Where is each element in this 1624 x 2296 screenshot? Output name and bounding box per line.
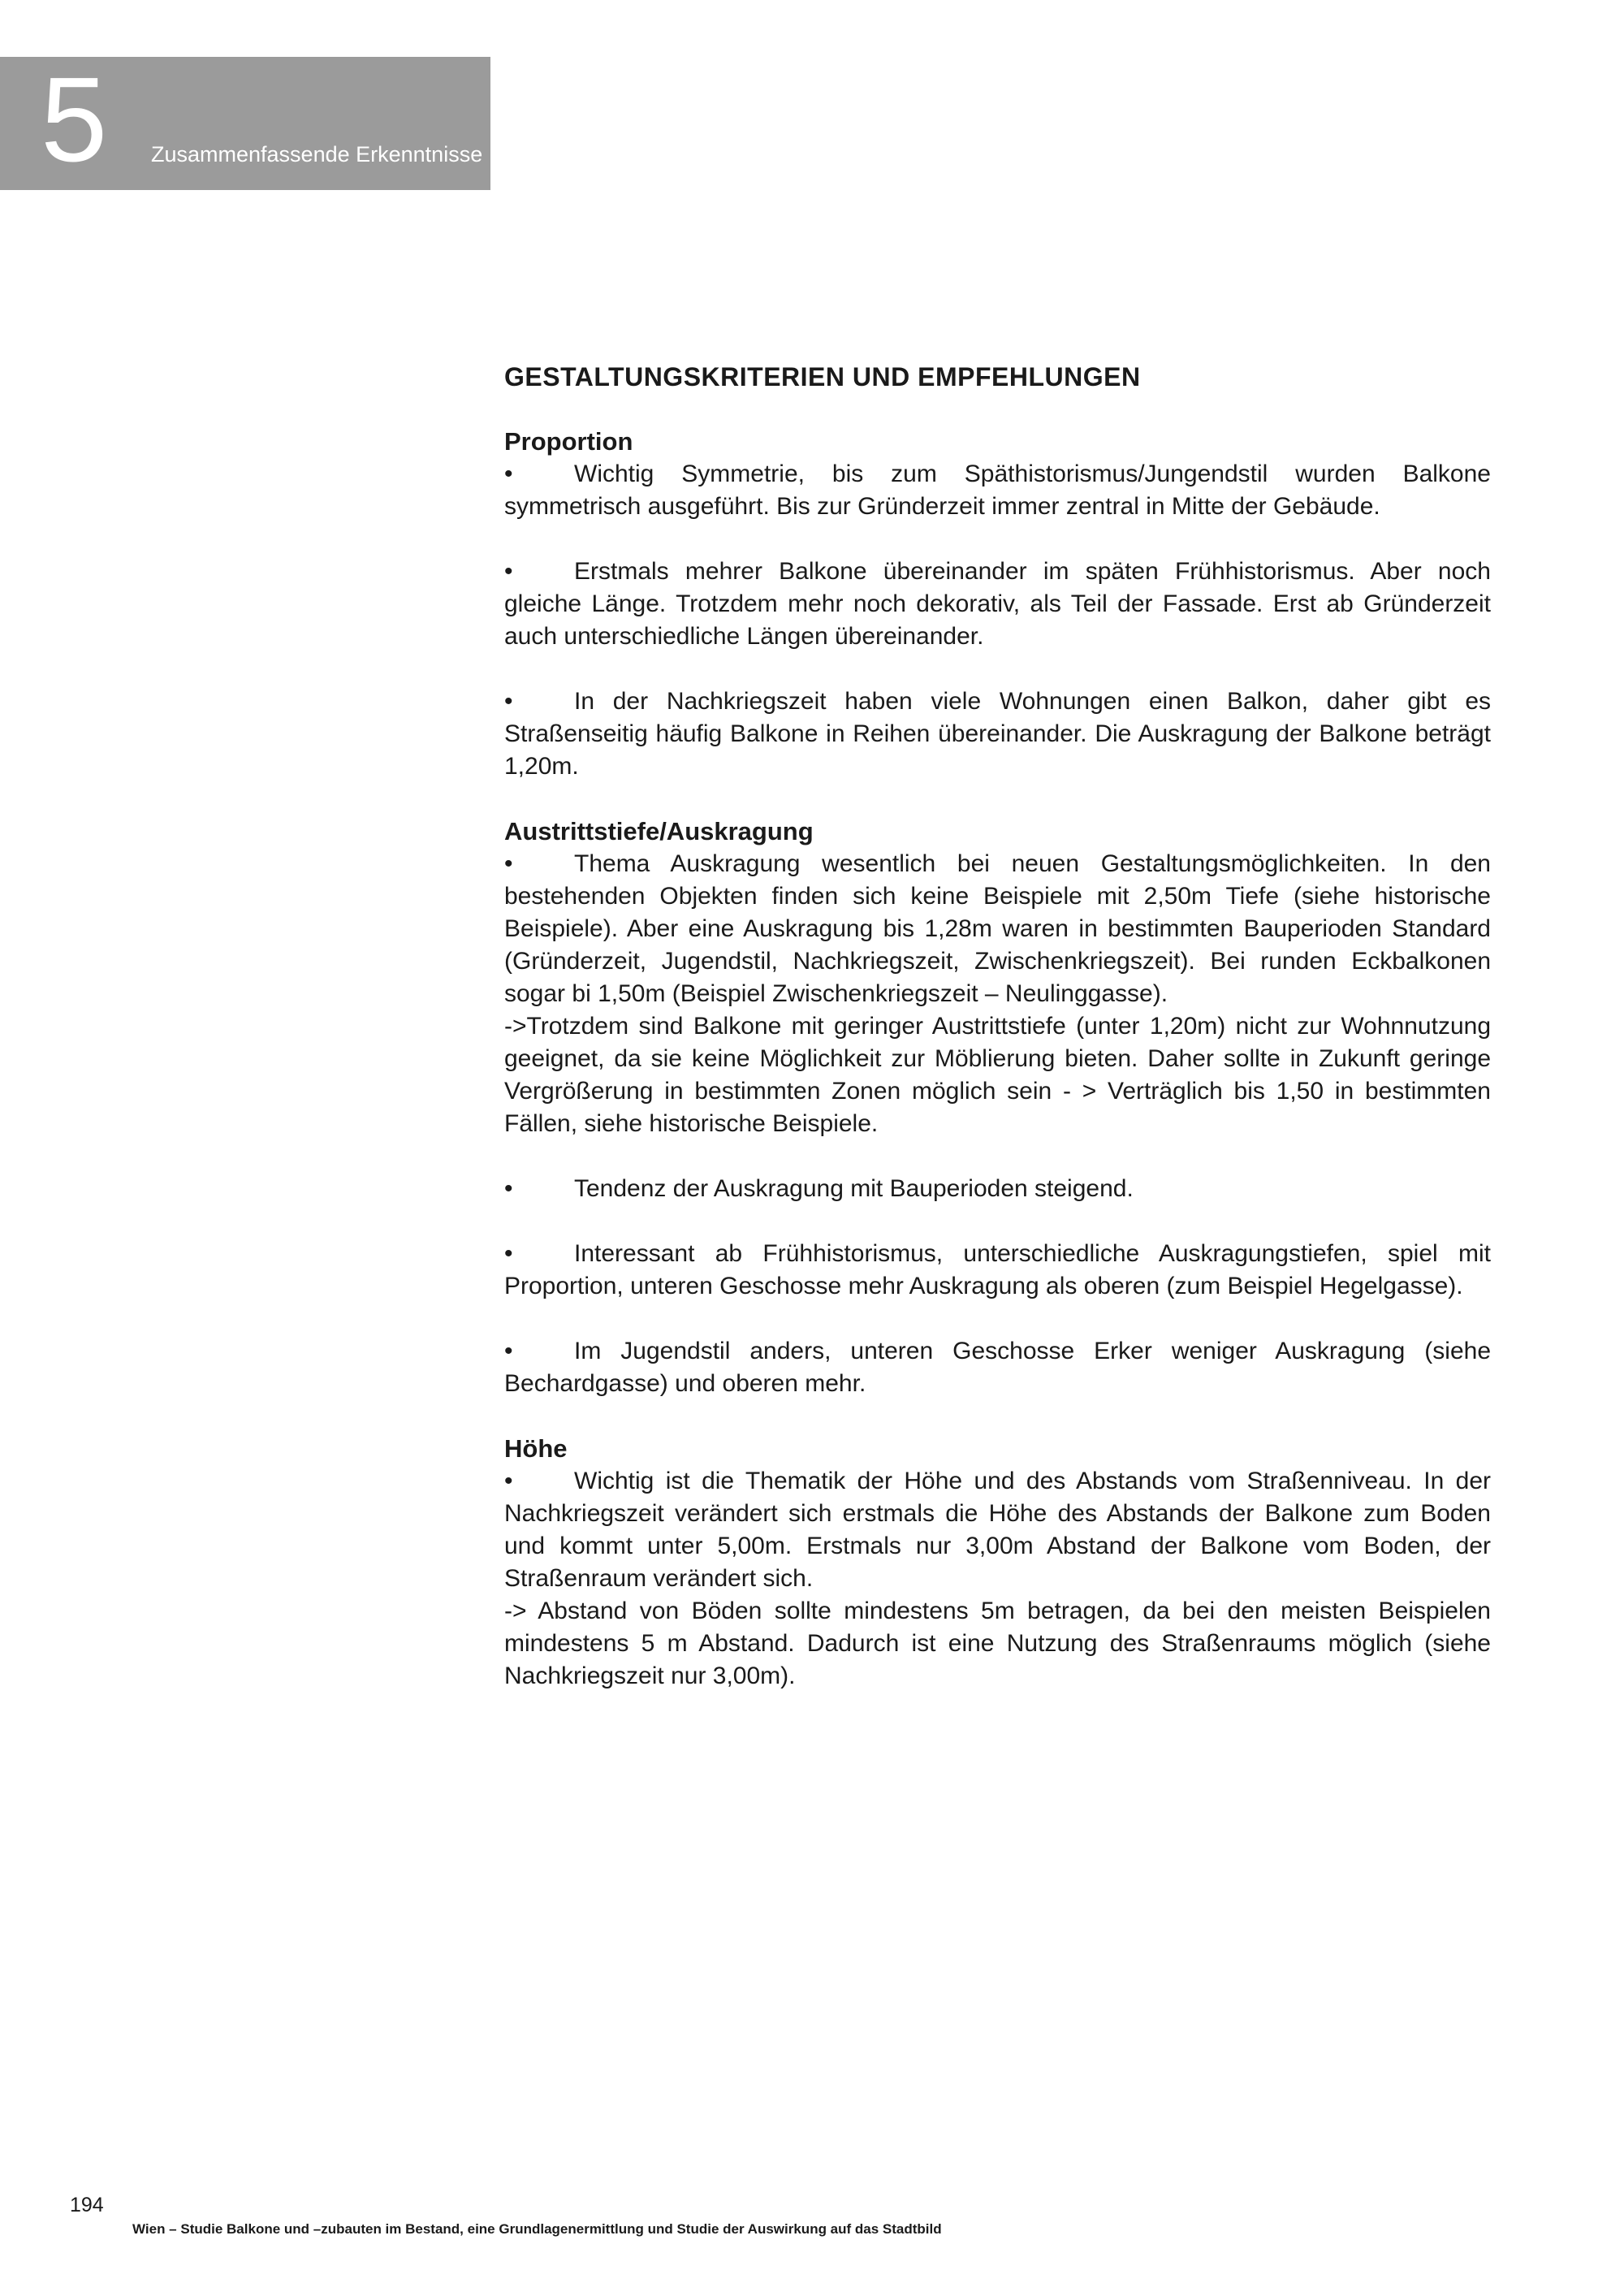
footer-text: Wien – Studie Balkone und –zubauten im Bestand, eine Grundlagenermittlung und Studie der Auswirkung auf das Stadtbild bbox=[132, 2221, 942, 2237]
chapter-title: Zusammenfassende Erkenntnisse bbox=[151, 142, 483, 166]
paragraph-text: Im Jugendstil anders, unteren Geschosse Erker weniger Auskragung (siehe Bechardgasse) und oberen mehr. bbox=[504, 1338, 1491, 1397]
chapter-header bbox=[0, 53, 490, 190]
paragraph-text: Erstmals mehrer Balkone übereinander im späten Frühhistorismus. Aber noch gleiche Länge. Trotzdem mehr noch dekorativ, als Teil der Fassade. Erst ab Gründerzeit auch unterschiedliche Längen übereinander. bbox=[504, 558, 1491, 650]
paragraph-text: Interessant ab Frühhistorismus, unterschiedliche Auskragungstiefen, spiel mit Proportion, unteren Geschosse mehr Auskragung als oberen (zum Beispiel Hegelgasse). bbox=[504, 1240, 1491, 1299]
arrow-paragraph: ->Trotzdem sind Balkone mit geringer Austrittstiefe (unter 1,20m) nicht zur Wohnnutzung geeignet, da sie keine Möglichkeit zur Möblierung bieten. Daher sollte in Zukunft geringe Vergrößerung in bestimmten Zonen möglich sein - > Verträglich bis 1,50 in bestimmten Fällen, siehe historische Beispiele. bbox=[504, 1013, 1491, 1137]
section-heading-proportion: Proportion bbox=[504, 427, 633, 456]
bullet-paragraph bbox=[504, 848, 1491, 1010]
paragraph-text: Thema Auskragung wesentlich bei neuen Gestaltungsmöglichkeiten. In den bestehenden Objekten finden sich keine Beispiele mit 2,50m Tiefe (siehe historische Beispiele). Aber eine Auskragung bis 1,28m waren in bestimmten Bauperioden Standard (Gründerzeit, Jugendstil, Nachkriegszeit, Zwischenkriegszeit). Bei runden Eckbalkonen sogar bi 1,50m (Beispiel Zwischenkriegszeit – Neulinggasse). bbox=[504, 850, 1491, 1007]
bullet-marker: • bbox=[504, 1175, 513, 1202]
page-heading: GESTALTUNGSKRITERIEN UND EMPFEHLUNGEN bbox=[504, 362, 1141, 391]
paragraph-text: Tendenz der Auskragung mit Bauperioden steigend. bbox=[574, 1175, 1134, 1202]
bullet-marker: • bbox=[504, 850, 513, 877]
bullet-marker: • bbox=[504, 688, 513, 715]
paragraph-text: In der Nachkriegszeit haben viele Wohnungen einen Balkon, daher gibt es Straßenseitig häufig Balkone in Reihen übereinander. Die Auskragung der Balkone beträgt 1,20m. bbox=[504, 688, 1491, 780]
bullet-marker: • bbox=[504, 1338, 513, 1364]
paragraph-text: Wichtig Symmetrie, bis zum Späthistorismus/Jungendstil wurden Balkone symmetrisch ausgeführt. Bis zur Gründerzeit immer zentral in Mitte der Gebäude. bbox=[504, 460, 1491, 520]
paragraph-text: Wichtig ist die Thematik der Höhe und des Abstands vom Straßenniveau. In der Nachkriegszeit verändert sich erstmals die Höhe des Abstands der Balkone zum Boden und kommt unter 5,00m. Erstmals nur 3,00m Abstand der Balkone vom Boden, der Straßenraum verändert sich. bbox=[504, 1468, 1491, 1592]
bullet-paragraph bbox=[504, 1335, 1491, 1400]
bullet-paragraph bbox=[504, 1173, 1491, 1205]
bullet-paragraph bbox=[504, 556, 1491, 653]
bullet-paragraph bbox=[504, 1238, 1491, 1303]
page-number: 194 bbox=[70, 2194, 104, 2216]
bullet-paragraph bbox=[504, 685, 1491, 783]
bullet-marker: • bbox=[504, 460, 513, 487]
bullet-marker: • bbox=[504, 1468, 513, 1494]
chapter-number: 5 bbox=[41, 53, 108, 187]
section-heading-austrittstiefe: Austrittstiefe/Auskragung bbox=[504, 817, 814, 845]
main-content bbox=[504, 361, 1491, 1693]
bullet-paragraph bbox=[504, 1465, 1491, 1595]
bullet-paragraph bbox=[504, 458, 1491, 523]
bullet-marker: • bbox=[504, 1240, 513, 1267]
arrow-paragraph: -> Abstand von Böden sollte mindestens 5m betragen, da bei den meisten Beispielen mindestens 5 m Abstand. Dadurch ist eine Nutzung des Straßenraums möglich (siehe Nachkriegszeit nur 3,00m). bbox=[504, 1598, 1491, 1689]
bullet-marker: • bbox=[504, 558, 513, 585]
section-heading-hoehe: Höhe bbox=[504, 1434, 568, 1463]
